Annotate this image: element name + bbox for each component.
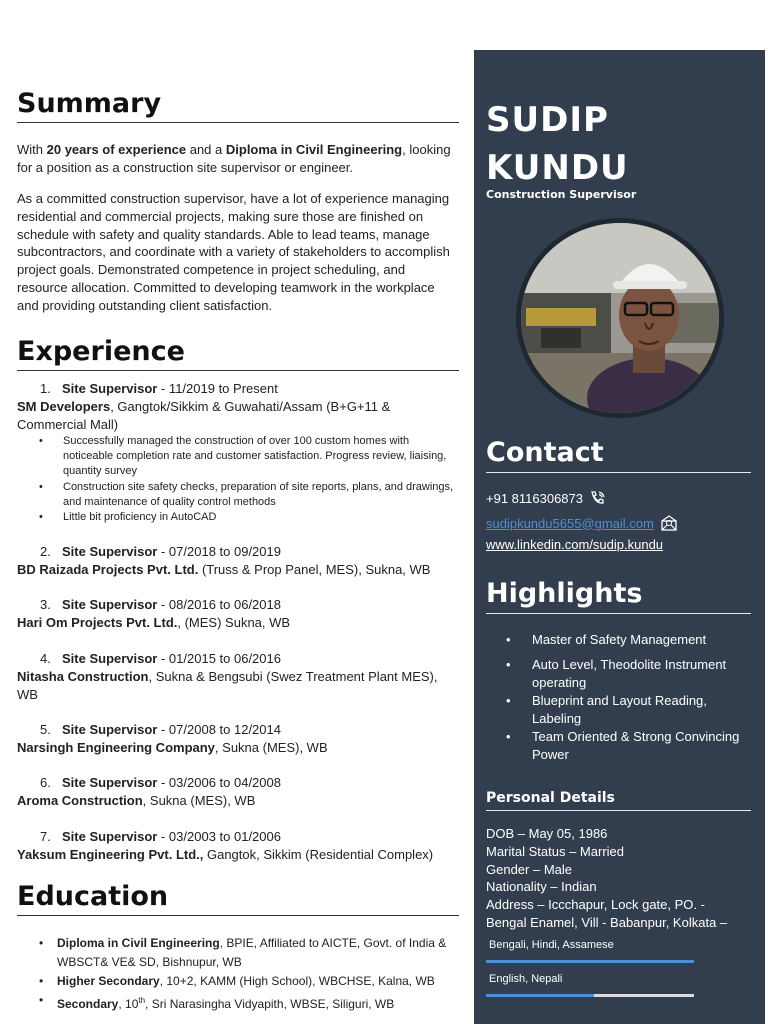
language-label: English, Nepali bbox=[489, 973, 563, 985]
linkedin-link[interactable]: www.linkedin.com/sudip.kundu bbox=[486, 537, 664, 552]
marital-status: Marital Status – Married bbox=[486, 843, 624, 859]
language-level-fill bbox=[486, 994, 594, 997]
phone-icon bbox=[589, 490, 607, 506]
highlights-list bbox=[502, 631, 752, 764]
education-heading: Education bbox=[17, 881, 459, 916]
list-item: • Higher Secondary, 10+2, KAMM (High School), WBCHSE, Kalna, WB bbox=[37, 972, 467, 991]
list-item: • Little bit proficiency in AutoCAD bbox=[37, 510, 457, 525]
job-role: Construction Supervisor bbox=[486, 188, 637, 201]
job-entry: 6. Site Supervisor - 03/2006 to 04/2008 Aroma Construction, Sukna (MES), WB bbox=[17, 775, 281, 808]
email-link[interactable]: sudipkundu5655@gmail.com bbox=[486, 515, 654, 531]
list-item: • Successfully managed the construction of over 100 custom homes with noticeable completion rate and customer satisfaction. Progress review, liaising, quantity survey bbox=[37, 434, 457, 480]
list-item: • Diploma in Civil Engineering, BPIE, Affiliated to AICTE, Govt. of India & WBSCT& VE& SD, Bishnupur, WB bbox=[37, 934, 467, 972]
list-item: • Blueprint and Layout Reading, Labeling bbox=[502, 692, 752, 728]
job-entry: 4. Site Supervisor - 01/2015 to 06/2016 Nitasha Construction, Sukna & Bengsubi (Swez Treatment Plant MES), WB bbox=[17, 651, 438, 702]
language-level-bar bbox=[486, 994, 694, 997]
language-level-bar bbox=[486, 960, 694, 963]
dob: DOB – May 05, 1986 bbox=[486, 826, 608, 841]
address-line-1: Address – Iccchapur, Lock gate, PO. - bbox=[486, 897, 705, 913]
address-line-2: Bengal Enamel, Vill - Babanpur, Kolkata – bbox=[486, 914, 728, 930]
avatar bbox=[516, 218, 724, 418]
language-level-fill bbox=[486, 960, 694, 963]
phone-number: +91 8116306873 bbox=[486, 490, 583, 506]
list-item: • Team Oriented & Strong Convincing Power bbox=[502, 728, 752, 764]
nationality: Nationality – Indian bbox=[486, 879, 597, 895]
summary-heading: Summary bbox=[17, 88, 459, 123]
highlights-heading: Highlights bbox=[486, 577, 751, 614]
list-item: • Secondary, 10th, Sri Narasingha Vidyapith, WBSE, Siliguri, WB bbox=[37, 991, 467, 1014]
language-label: Bengali, Hindi, Assamese bbox=[489, 939, 614, 951]
list-item: • Construction site safety checks, preparation of site reports, plans, and drawings, and maintenance of quality control methods bbox=[37, 480, 457, 510]
personal-details-heading: Personal Details bbox=[486, 790, 751, 811]
education-list bbox=[37, 934, 467, 1014]
list-item: • Auto Level, Theodolite Instrument operating bbox=[502, 656, 752, 692]
job-entry: 2. Site Supervisor - 07/2018 to 09/2019 BD Raizada Projects Pvt. Ltd. (Truss & Prop Panel, MES), Sukna, WB bbox=[17, 544, 431, 577]
profile-photo bbox=[521, 223, 719, 413]
linkedin-line[interactable] bbox=[486, 537, 663, 552]
gender: Gender – Male bbox=[486, 861, 572, 877]
sidebar-panel bbox=[474, 50, 765, 1024]
job-entry: 3. Site Supervisor - 08/2016 to 06/2018 Hari Om Projects Pvt. Ltd., (MES) Sukna, WB bbox=[17, 597, 291, 630]
job-entry: 1. Site Supervisor - 11/2019 to Present SM Developers, Gangtok/Sikkim & Guwahati/Assam (B+G+11 & Commercial Mall) bbox=[17, 381, 391, 432]
summary-paragraph-2: As a committed construction supervisor, have a lot of experience managing residential and commercial projects, making sure those are finished on schedule with safety and quality standards. Able to lead teams, manage subcontractors, and coordinate with a variety of stakeholders to accomplish project goals. Demonstrated competence in project scheduling, and resource allocation. Committed to developing teamwork in the workplace and providing outstanding client satisfaction. bbox=[17, 191, 450, 313]
list-item: • Master of Safety Management bbox=[502, 631, 752, 649]
job-entry: 5. Site Supervisor - 07/2008 to 12/2014 Narsingh Engineering Company, Sukna (MES), WB bbox=[17, 722, 328, 755]
email-icon bbox=[660, 514, 678, 532]
experience-heading: Experience bbox=[17, 336, 459, 371]
contact-heading: Contact bbox=[486, 436, 751, 473]
summary-paragraph-1: With 20 years of experience and a Diploma in Civil Engineering, looking for a position as a construction site supervisor or engineer. bbox=[17, 142, 451, 175]
email-line[interactable] bbox=[486, 514, 678, 532]
full-name: SUDIP KUNDU bbox=[486, 100, 629, 188]
job-1-bullets bbox=[37, 434, 457, 525]
personal-details bbox=[486, 825, 756, 932]
job-entry: 7. Site Supervisor - 03/2003 to 01/2006 Yaksum Engineering Pvt. Ltd., Gangtok, Sikkim (Residential Complex) bbox=[17, 829, 434, 862]
phone-line bbox=[486, 490, 607, 506]
